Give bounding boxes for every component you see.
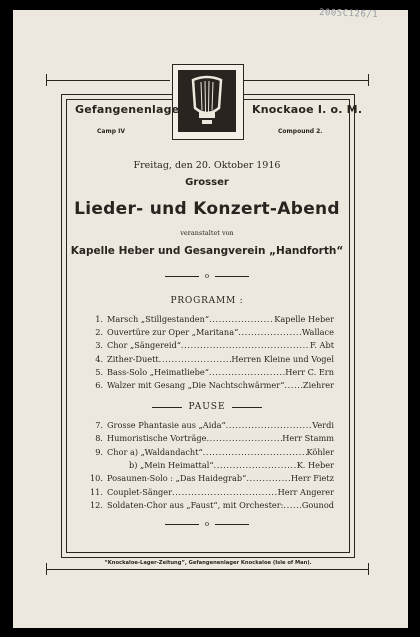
leader-dots [214, 460, 297, 470]
performers: Kapelle Heber und Gesangverein „Handforth“ [70, 245, 344, 257]
top-rule-left [46, 80, 170, 81]
rule-end-right [368, 74, 369, 86]
item-number: 9. [95, 446, 103, 457]
item-number: 7. [95, 420, 103, 430]
list-item [86, 314, 334, 324]
camp-left-sub: Camp IV [97, 128, 125, 135]
leader-dots [226, 420, 313, 430]
item-work: Humoristische Vorträge [107, 433, 207, 444]
item-number: 12. [89, 499, 103, 510]
item-number: 6. [95, 380, 103, 390]
page-title: Lieder- und Konzert-Abend [74, 199, 340, 219]
leader-dots [159, 354, 232, 364]
leader-dots [284, 380, 303, 390]
item-performer: Verdi [312, 420, 334, 430]
item-performer: Herr C. Ern [285, 366, 334, 377]
item-number: 5. [95, 366, 103, 377]
leader-dots [209, 314, 274, 324]
item-number: 4. [95, 353, 103, 364]
item-performer: F. Abt [309, 340, 334, 351]
item-work: Walzer mit Gesang „Die Nachtschwärmer“ [107, 380, 285, 390]
leader-dots [246, 473, 290, 483]
item-work: Marsch „Stillgestanden“ [107, 314, 210, 324]
separator [66, 272, 348, 280]
organized-by: veranstaltet von [180, 229, 234, 237]
item-number: 8. [95, 433, 103, 444]
camp-left-title: Gefangenenlager [75, 103, 185, 116]
item-performer: Herr Fietz [290, 473, 334, 484]
item-number: 1. [95, 314, 103, 324]
item-performer: Herren Kleine und Vogel [231, 353, 334, 364]
item-work: Couplet-Sänger [107, 486, 172, 497]
list-item [86, 460, 334, 470]
separator-symbol: o [204, 272, 210, 280]
leader-dots [283, 500, 301, 510]
item-performer: Herr Stamm [282, 433, 334, 444]
bottom-rule-end-right [368, 563, 369, 575]
list-item [86, 354, 334, 364]
list-item [86, 473, 334, 483]
item-performer: Wallace [301, 327, 334, 338]
item-work: Chor a) „Waldandacht“ [107, 446, 203, 457]
leader-dots [203, 447, 307, 457]
list-item [86, 367, 334, 377]
leader-dots [181, 340, 310, 350]
item-performer: K. Heber [296, 459, 334, 470]
list-item [86, 327, 334, 337]
item-work: Soldaten-Chor aus „Faust“, mit Orchester: [107, 499, 284, 510]
item-work: Grosse Phantasie aus „Aida“ [107, 420, 226, 430]
title-prefix: Grosser [185, 177, 229, 188]
list-item [86, 487, 334, 497]
archive-stamp: 2005C126/1 [318, 7, 379, 21]
leader-dots [238, 327, 302, 337]
item-number: 11. [89, 486, 103, 497]
item-performer: Kapelle Heber [274, 314, 334, 324]
lyre-icon [178, 70, 236, 132]
item-number: 2. [95, 327, 103, 338]
item-work: b) „Mein Heimattal“ [129, 459, 214, 470]
item-work: Zither-Duett [107, 353, 159, 364]
list-item [86, 433, 334, 443]
bottom-rule-end-left [46, 563, 47, 575]
item-work: Posaunen-Solo : „Das Haidegrab“ [107, 473, 247, 484]
list-item [86, 420, 334, 430]
printer-footer: “Knockaloe-Lager-Zeitung”, Gefangenenlager Knockaloe (Isle of Man). [104, 560, 312, 566]
item-number [86, 460, 107, 470]
end-separator [66, 520, 348, 528]
camp-right-sub: Compound 2. [278, 128, 323, 135]
list-item [86, 340, 334, 350]
item-work: Ouvertüre zur Oper „Maritana“ [107, 327, 239, 338]
event-date: Freitag, den 20. Oktober 1916 [133, 160, 281, 171]
leader-dots [206, 433, 282, 443]
list-item [86, 447, 334, 457]
item-work: Chor „Sängereid“ [107, 340, 181, 351]
pause-label: PAUSE [188, 402, 226, 412]
camp-right-title: Knockaoe I. o. M. [252, 103, 363, 116]
leader-dots [172, 487, 278, 497]
item-work: Bass-Solo „Heimatliebe“ [107, 366, 209, 377]
rule-end-left [46, 74, 47, 86]
leader-dots [209, 367, 285, 377]
item-performer: Köhler [306, 446, 334, 457]
programm-heading: PROGRAMM : [170, 296, 244, 306]
list-item [86, 500, 334, 510]
lyre-emblem [172, 64, 244, 140]
pause-separator [66, 402, 348, 412]
list-item [86, 380, 334, 390]
end-separator-symbol: o [204, 520, 210, 528]
bottom-rule [46, 569, 368, 570]
top-rule-right [244, 80, 368, 81]
item-number: 3. [95, 340, 103, 351]
item-performer: Gounod [301, 499, 334, 510]
item-performer: Ziehrer [302, 380, 334, 390]
item-number: 10. [89, 473, 103, 484]
item-performer: Herr Angerer [277, 486, 334, 497]
